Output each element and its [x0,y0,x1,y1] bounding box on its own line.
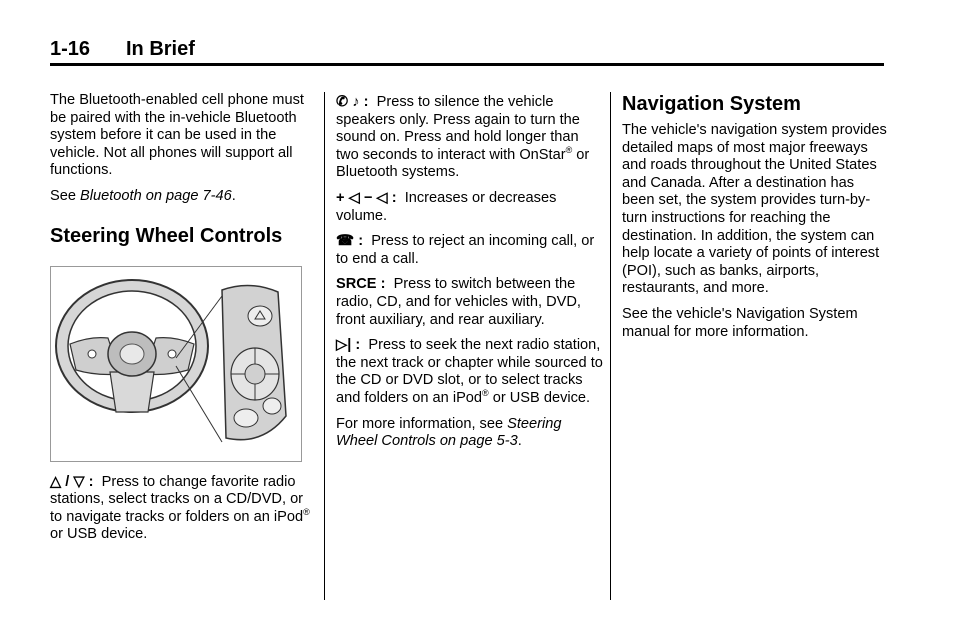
mute-description [336,94,604,182]
steering-controls-page-link[interactable]: Steering Wheel Controls on page 5-3 [336,415,562,450]
bluetooth-page-link[interactable]: Bluetooth on page 7-46 [80,187,232,204]
navigation-paragraph: The vehicle's navigation system provides detailed maps of most major freeways and roads throughout the United States and Canada. After a destination has been set, the system provides turn-by-turn instructions for reaching the destination. In addition, the system can help locate a variety of points of interest (POI), such as banks, airports, restaurants, and more. [622,122,887,297]
reject-text: Press to reject an incoming call, or to end a call. [336,233,595,267]
seek-next-icon: ▷| : [336,337,361,354]
navigation-heading: Navigation System [622,93,801,115]
see-suffix: . [231,187,236,204]
mute-text-end: or Bluetooth systems. [336,146,590,181]
steering-wheel-heading: Steering Wheel Controls [50,224,283,247]
see-prefix: See [50,187,81,204]
column-2 [336,94,604,459]
reject-description [336,233,604,268]
section-title: In Brief [126,38,195,60]
header-rule [50,63,884,66]
srce-text: Press to switch between the radio, CD, and for vehicles with, DVD, front auxiliary, and rear auxiliary. [336,276,581,328]
more-suffix: . [517,433,522,450]
mute-voice-icon: ✆ ♪ : [336,94,369,110]
bluetooth-paragraph: The Bluetooth-enabled cell phone must be paired with the in-vehicle Bluetooth system before it can be used in the vehicle. Not all phones will support all functions. [50,92,304,179]
steering-wheel-icon [50,266,302,462]
volume-icon: + ◁ − ◁ : [336,189,397,206]
column-3 [622,92,887,349]
mute-text: Press to silence the vehicle speakers only. Press again to turn the sound on. Press and hold longer than two seconds to interact with OnStar [336,94,580,163]
registered-mark: ® [482,388,489,399]
favorite-text: Press to change favorite radio stations, select tracks on a CD/DVD, or to navigate tracks or folders on an iPod [50,473,304,525]
page-header [50,38,884,62]
steering-wheel-illustration [50,266,302,462]
srce-label: SRCE : [336,276,386,293]
favorite-text-end: or USB device. [50,526,148,543]
registered-mark: ® [565,144,573,155]
page-number: 1-16 [50,38,91,60]
column-1 [50,92,312,552]
favorite-description [50,474,312,544]
navigation-manual-paragraph: See the vehicle's Navigation System manual for more information. [622,305,858,340]
more-prefix: For more information, see [336,415,508,432]
more-info-reference [336,416,604,451]
column-divider [610,92,611,600]
registered-mark: ® [303,506,310,517]
favorite-arrows-icon: △ / ▽ : [50,473,94,490]
volume-description [336,190,604,225]
column-divider [324,92,325,600]
seek-description [336,337,604,407]
bluetooth-reference [50,188,312,206]
phone-hangup-icon: ☎ : [336,233,364,250]
srce-description [336,276,604,329]
seek-text: Press to seek the next radio station, the next track or chapter while sourced to the CD or DVD slot, or to select tracks and folders on an iPod [336,337,603,406]
volume-text: Increases or decreases volume. [336,189,557,224]
seek-text-end: or USB device. [488,389,591,406]
